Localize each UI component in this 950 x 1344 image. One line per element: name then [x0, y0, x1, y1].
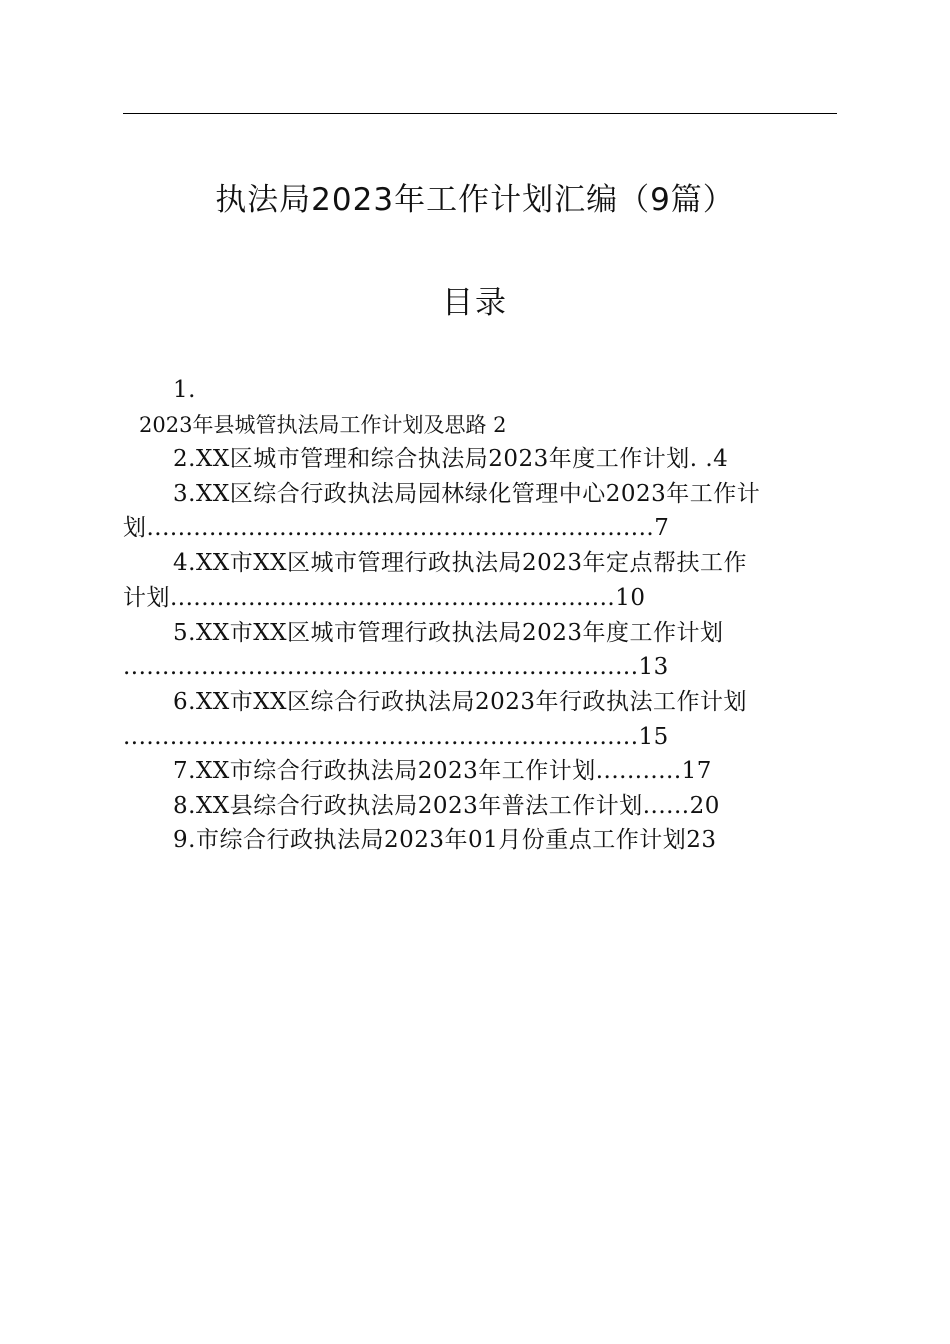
toc-entry-4-continuation[interactable]: 计划.........................................................10 [123, 585, 646, 611]
toc-entry-9[interactable]: 9.市综合行政执法局2023年01月份重点工作计划23 [173, 827, 717, 853]
document-title: 执法局2023年工作计划汇编（9篇） [215, 182, 735, 218]
toc-entry-7[interactable]: 7.XX市综合行政执法局2023年工作计划...........17 [173, 758, 712, 784]
toc-entry-4[interactable]: 4.XX市XX区城市管理行政执法局2023年定点帮扶工作 [173, 550, 747, 576]
toc-entry-1-number[interactable]: 1. [173, 377, 196, 403]
toc-entry-6-continuation[interactable]: ..................................................................15 [123, 724, 669, 750]
toc-entry-5[interactable]: 5.XX市XX区城市管理行政执法局2023年度工作计划 [173, 620, 724, 646]
toc-entry-6[interactable]: 6.XX市XX区综合行政执法局2023年行政执法工作计划 [173, 689, 747, 715]
toc-entry-8[interactable]: 8.XX县综合行政执法局2023年普法工作计划......20 [173, 793, 720, 819]
toc-heading: 目录 [442, 285, 508, 321]
toc-entry-2[interactable]: 2.XX区城市管理和综合执法局2023年度工作计划. .4 [173, 446, 729, 472]
toc-entry-3[interactable]: 3.XX区综合行政执法局园林绿化管理中心2023年工作计 [173, 481, 761, 507]
toc-entry-1[interactable]: 2023年县城管执法局工作计划及思路 2 [139, 413, 507, 437]
toc-entry-5-continuation[interactable]: ..................................................................13 [123, 654, 669, 680]
header-rule [123, 113, 837, 114]
toc-entry-3-continuation[interactable]: 划.................................................................7 [123, 515, 670, 541]
